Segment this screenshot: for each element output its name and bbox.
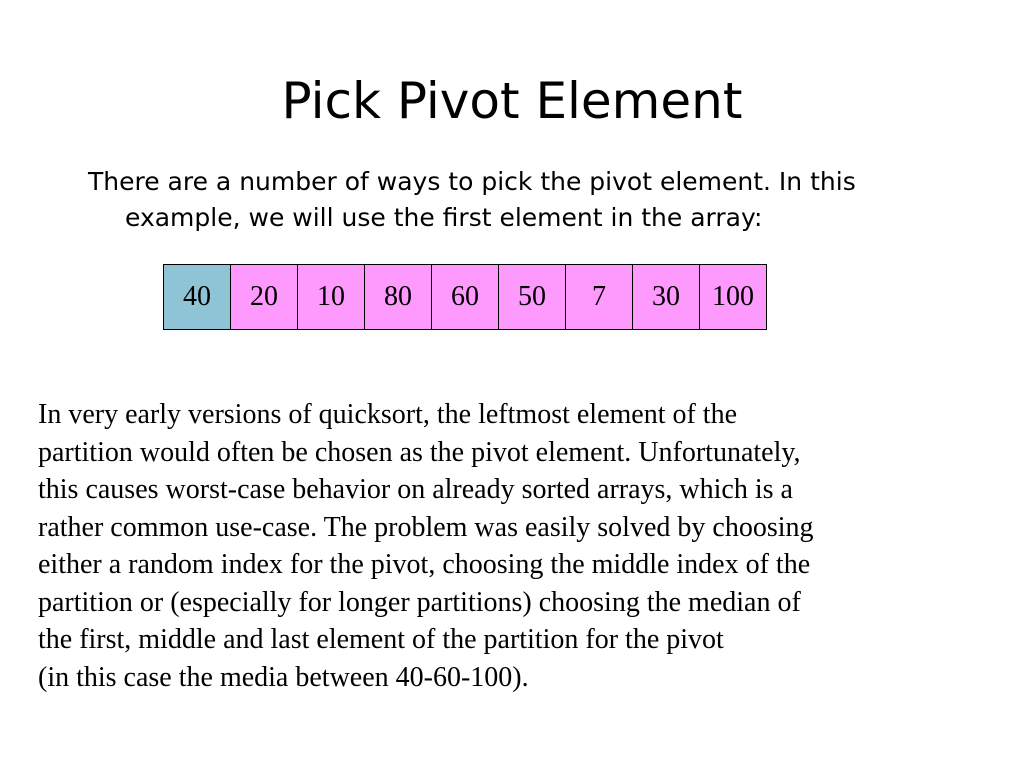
array-cell: 30 xyxy=(633,264,700,330)
body-line: the first, middle and last element of the partition for the pivot xyxy=(38,624,724,655)
array-cell: 80 xyxy=(365,264,432,330)
body-line: rather common use-case. The problem was easily solved by choosing xyxy=(38,511,814,543)
array-cell-pivot: 40 xyxy=(164,264,231,330)
array-cell: 60 xyxy=(432,264,499,330)
body-line: partition or (especially for longer partitions) choosing the median of xyxy=(38,586,801,618)
body-line: (in this case the media between 40-60-100). xyxy=(38,661,529,693)
body-line: partition would often be chosen as the pivot element. Unfortunately, xyxy=(38,436,801,468)
array-cell: 20 xyxy=(231,264,298,330)
slide-title: Pick Pivot Element xyxy=(281,72,743,130)
array-cell: 7 xyxy=(566,264,633,330)
array-cell: 10 xyxy=(298,264,365,330)
body-text xyxy=(38,396,998,696)
array-diagram xyxy=(163,264,767,330)
body-line: this causes worst-case behavior on already sorted arrays, which is a xyxy=(38,474,793,505)
intro-line: There are a number of ways to pick the pivot element. In this xyxy=(88,167,856,196)
body-line: either a random index for the pivot, choosing the middle index of the xyxy=(38,549,811,580)
body-line: In very early versions of quicksort, the leftmost element of the xyxy=(38,399,738,430)
intro-text xyxy=(88,164,968,236)
array-cell: 50 xyxy=(499,264,566,330)
array-cell: 100 xyxy=(700,264,767,330)
intro-line: example, we will use the first element in the array: xyxy=(125,203,763,232)
